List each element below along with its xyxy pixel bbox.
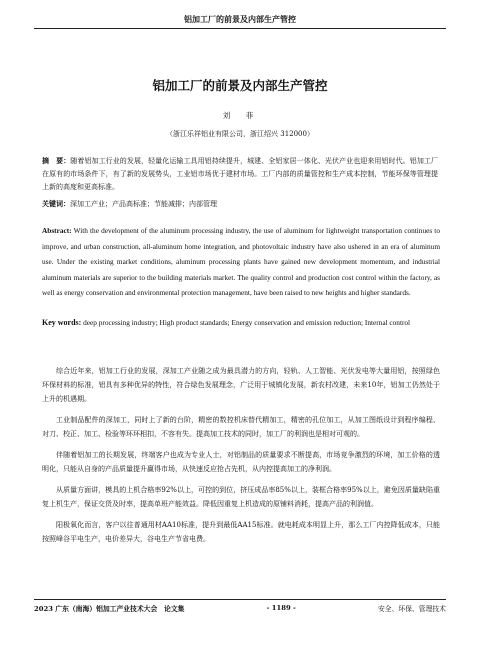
abstract-en bbox=[42, 223, 440, 301]
keywords-en-label: Key words: bbox=[42, 318, 82, 327]
body-text bbox=[42, 364, 440, 553]
author: 刘 菲 bbox=[222, 111, 258, 120]
abstract-en-text: With the development of the aluminum processing industry, the use of aluminum for lightweight transportation continues to improve, and urban construction, all-aluminum home integration, and photovoltaic industry have also ushered in an era of aluminum use. Under the existing market conditions, aluminum processing plants have gained new development momentum, and industrial aluminum materials are superior to the building materials market. The quality control and production cost control within the factory, as well as energy conservation and environmental protection management, have been raised to new heights and higher standards. bbox=[42, 226, 440, 297]
body-paragraph: 从质量方面讲，模具的上机合格率92%以上，可控的到位，挤压成品率85%以上，装框合格率95%以上，避免因质量缺陷重复上机生产，保证交货及时率，提高单班产能效益。降低因重复上机造成的原铺料消耗，提高产品的利润值。 bbox=[42, 486, 440, 508]
page-footer bbox=[34, 599, 446, 613]
keywords-zh-text: 深加工产业；产品高标准；节能减排；内部管理 bbox=[70, 200, 217, 208]
abstract-zh-label: 摘 要： bbox=[42, 157, 71, 165]
abstract-en-label: Abstract: bbox=[42, 226, 72, 235]
paper-title: 铝加工厂的前景及内部生产管控 bbox=[152, 78, 328, 93]
keywords-en-text: deep processing industry; High product standards; Energy conservation and emission reduction; Internal control bbox=[81, 318, 411, 327]
keywords-zh-label: 关键词： bbox=[42, 200, 70, 208]
abstract-zh bbox=[42, 155, 438, 194]
body-paragraph: 阳极氧化而言，客户以往普通用材AA10标准，提升到最低AA15标准。就电耗成本明显上升，那么工厂内控降低成本，只能按照峰谷平电生产，电价差异大，谷电生产节省电费。 bbox=[42, 521, 440, 543]
footer-section: 安全、环保、管理技术 bbox=[378, 605, 446, 613]
running-header: 铝加工厂的前景及内部生产管控 bbox=[34, 14, 446, 29]
body-paragraph: 伴随着铝加工的长期发展，终端客户也成为专业人士，对铝制品的质量要求不断提高，市场竞争激烈的环境，加工价格的透明化，只能从自身的产品质量提升赢得市场，从快速反应抢占先机，从内控提高加工的净利润。 bbox=[42, 451, 440, 473]
page-number: - 1189 - bbox=[266, 604, 296, 612]
body-paragraph: 综合近年来，铝加工行业的发展，深加工产业随之成为最具潜力的方向，轻轨、人工智能、光伏发电等大量用铝，按照绿色环保材料的标准，铝具有多种优异的特性，符合绿色发展理念，广泛用于城镇化发展，新农村改建，未来10年，铝加工仍然处于上升的机遇期。 bbox=[42, 367, 440, 403]
keywords-en bbox=[42, 316, 440, 330]
body-paragraph: 工业制品配件的深加工，同时上了新的台阶，精密的数控机床替代精加工，精密的孔位加工，从加工图纸设计到程序编程、对刀、校正、加工、检验等环环相扣，不容有失。提高加工技术的同时，加工厂的利润也是相对可观的。 bbox=[42, 416, 440, 438]
affiliation: （浙江乐祥铝业有限公司，浙江绍兴 312000） bbox=[166, 130, 314, 138]
keywords-zh bbox=[42, 199, 438, 209]
footer-proceedings: 2023 广东（南海）铝加工产业技术大会 论文集 bbox=[34, 605, 185, 613]
abstract-zh-text: 随着铝加工行业的发展，轻量化运输工具用铝持续提升，城建、全铝家居一体化、光伏产业也迎来用铝时代。铝加工厂在原有的市场条件下，有了新的发展势头，工业铝市场优于建材市场。工厂内部的质量管控和生产成本控制，节能环保等管理提上新的高度和更高标准。 bbox=[42, 157, 439, 191]
